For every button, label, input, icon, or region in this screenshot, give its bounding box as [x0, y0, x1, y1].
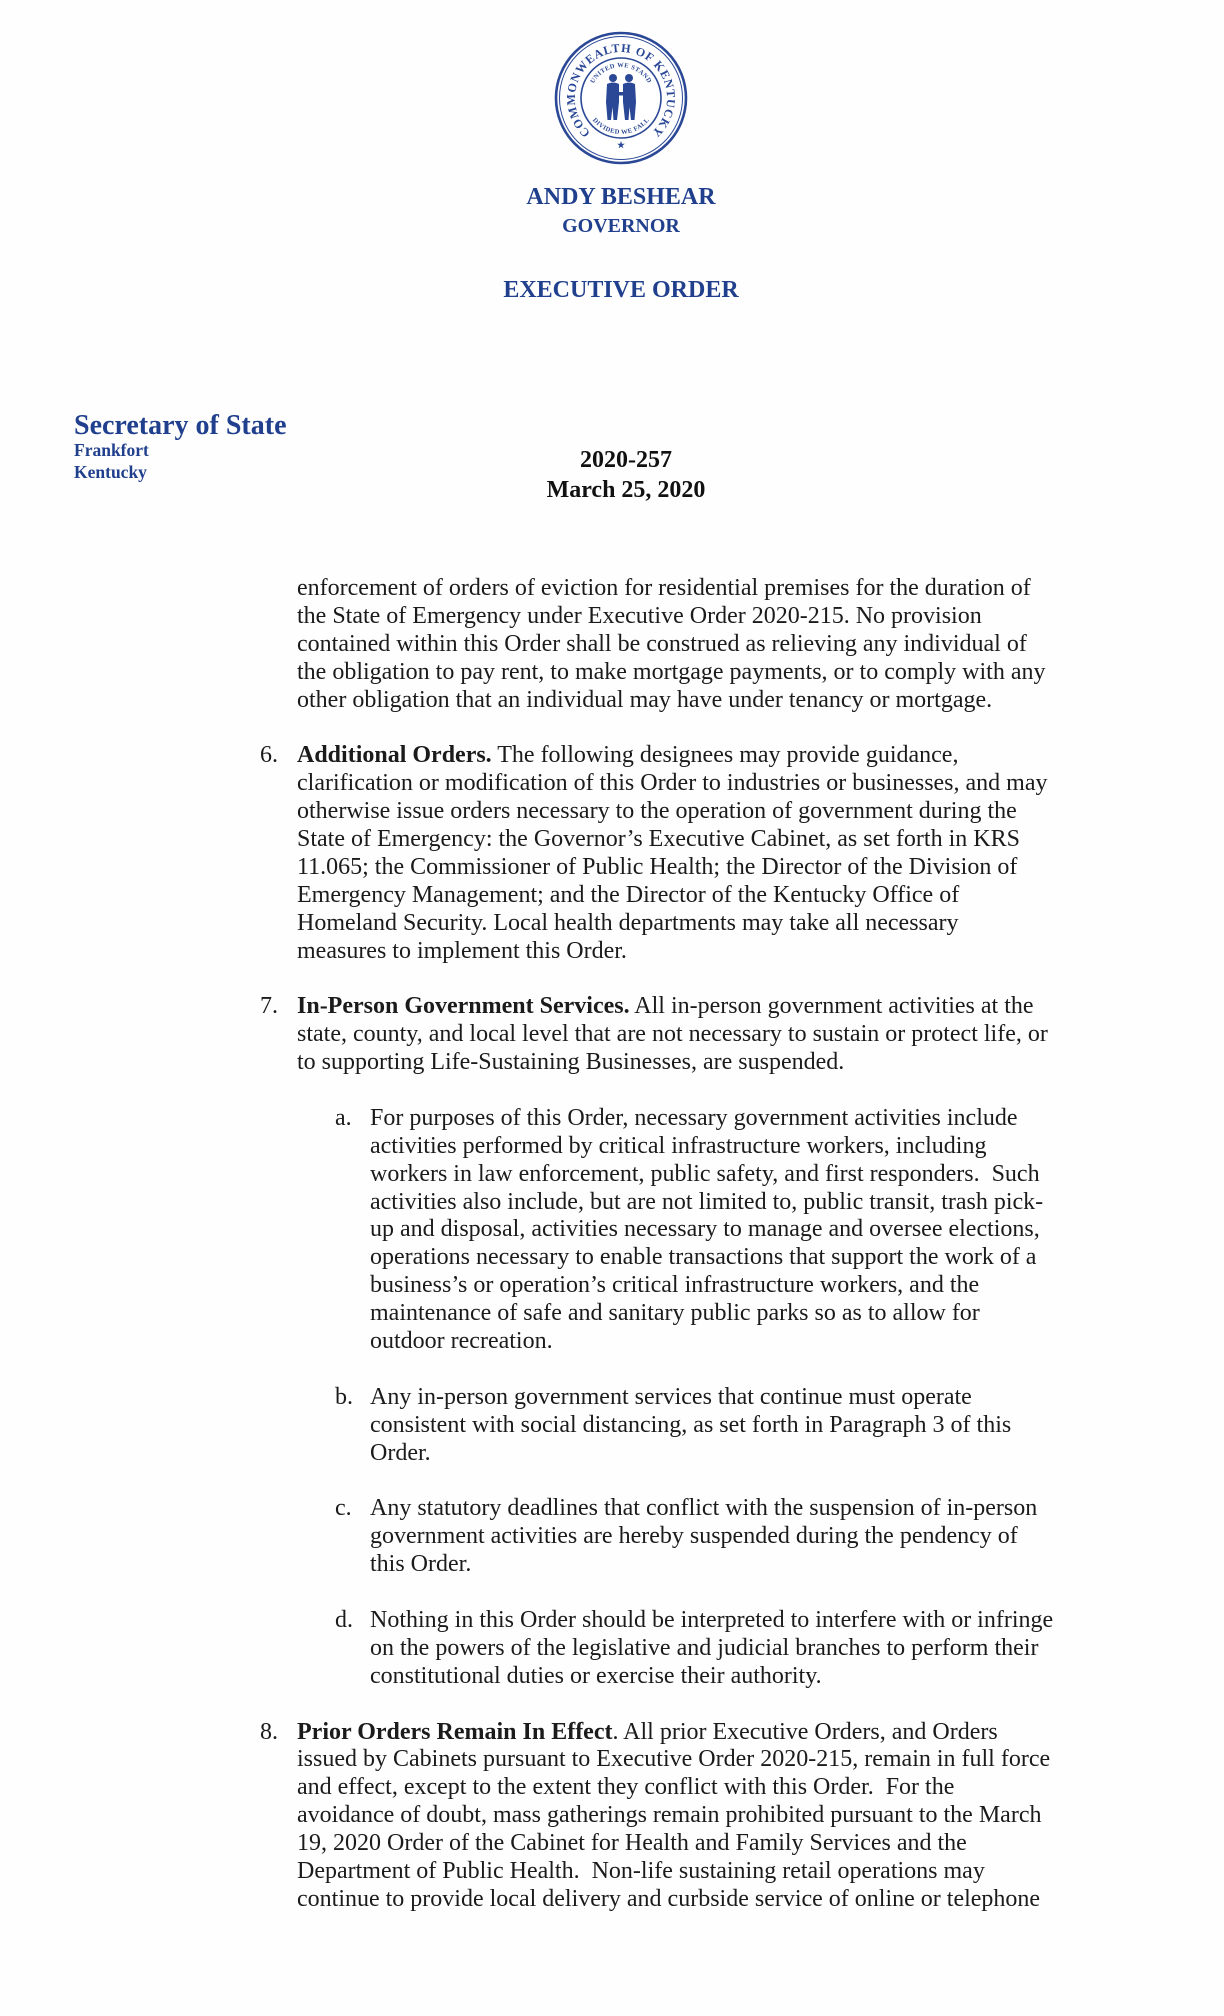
filing-stamp-office: Secretary of State [74, 410, 287, 441]
text-line: 11.065; the Commissioner of Public Health; the Director of the Division of [297, 853, 1018, 880]
text-line: government activities are hereby suspended during the pendency of [370, 1523, 1018, 1550]
section-number: 8. [260, 1718, 278, 1745]
section-number: 6. [260, 742, 278, 769]
text-line: state, county, and local level that are not necessary to sustain or protect life, or [297, 1021, 1048, 1048]
filing-stamp-city: Frankfort [74, 440, 149, 460]
text-line: operations necessary to enable transactions that support the work of a [370, 1244, 1037, 1271]
text-line: the State of Emergency under Executive Order 2020-215. No provision [297, 602, 982, 629]
seal-outer-text-path: COMMONWEALTH OF KENTUCKY [563, 40, 679, 141]
kentucky-seal [551, 28, 691, 168]
text-line: activities also include, but are not limited to, public transit, trash pick- [370, 1188, 1044, 1215]
governor-name: ANDY BESHEAR [526, 184, 716, 210]
text-line: up and disposal, activities necessary to manage and oversee elections, [370, 1216, 1040, 1243]
paragraph-lines [297, 742, 1224, 965]
subsection-7c [0, 1495, 1224, 1579]
text-line: Homeland Security. Local health departments may take all necessary [297, 909, 959, 936]
section-lead-text: The following designees may provide guidance, [491, 742, 959, 769]
section-heading: In-Person Government Services. [297, 993, 630, 1020]
text-line: enforcement of orders of eviction for residential premises for the duration of [297, 575, 1031, 601]
text-line: Any in-person government services that continue must operate [370, 1383, 972, 1410]
subsection-7a [0, 1105, 1224, 1356]
text-line: maintenance of safe and sanitary public parks so as to allow for [370, 1300, 980, 1327]
text-line [297, 1719, 1224, 1747]
text-line: 19, 2020 Order of the Cabinet for Health and Family Services and the [297, 1830, 967, 1857]
order-date: March 25, 2020 [546, 477, 706, 503]
text-line: workers in law enforcement, public safety, and first responders. Such [370, 1160, 1040, 1187]
section-number: 7. [260, 993, 278, 1020]
text-line [297, 993, 1224, 1021]
paragraph-lines [370, 1384, 1224, 1468]
paragraph-lines [370, 1105, 1224, 1356]
section-heading: Prior Orders Remain In Effect [297, 1718, 613, 1745]
text-line: avoidance of doubt, mass gatherings remain prohibited pursuant to the March [297, 1802, 1042, 1829]
text-line: to supporting Life-Sustaining Businesses, are suspended. [297, 1049, 845, 1076]
subsection-letter: b. [335, 1383, 353, 1410]
text-line: activities performed by critical infrastructure workers, including [370, 1132, 987, 1159]
text-line: this Order. [370, 1551, 472, 1578]
text-line: other obligation that an individual may have under tenancy or mortgage. [297, 686, 993, 713]
section-heading: Additional Orders. [297, 742, 492, 769]
text-line: Any statutory deadlines that conflict with the suspension of in-person [370, 1495, 1038, 1522]
subsection-letter: c. [335, 1495, 352, 1522]
text-line: business’s or operation’s critical infrastructure workers, and the [370, 1272, 980, 1299]
section-8-prior-orders [0, 1719, 1224, 1914]
section-7-in-person-government-services [0, 993, 1224, 1077]
text-line: contained within this Order shall be construed as relieving any individual of [297, 630, 1027, 657]
subsection-7d [0, 1607, 1224, 1691]
text-line: Order. [370, 1439, 431, 1466]
text-line: issued by Cabinets pursuant to Executive Order 2020-215, remain in full force [297, 1746, 1051, 1773]
text-line: outdoor recreation. [370, 1328, 553, 1355]
order-number: 2020-257 [580, 447, 672, 473]
section-lead-text: . All prior Executive Orders, and Orders [612, 1718, 998, 1745]
section-lead-text: All in-person government activities at the [629, 993, 1034, 1020]
paragraph-lines [297, 1719, 1224, 1914]
text-line [297, 742, 1224, 770]
text-line: measures to implement this Order. [297, 937, 627, 964]
paragraph-lines [297, 993, 1224, 1077]
seal-motto-bottom-path: DIVIDED WE FALL [591, 116, 651, 137]
text-line: Emergency Management; and the Director of the Kentucky Office of [297, 881, 960, 908]
seal-motto-top-path: UNITED WE STAND [589, 62, 653, 85]
subsection-letter: d. [335, 1606, 353, 1633]
text-line: State of Emergency: the Governor’s Executive Cabinet, as set forth in KRS [297, 826, 1020, 853]
order-body [0, 575, 1224, 1942]
filing-stamp-state: Kentucky [74, 462, 147, 482]
text-line: on the powers of the legislative and judicial branches to perform their [370, 1634, 1039, 1661]
text-line: otherwise issue orders necessary to the operation of government during the [297, 798, 1017, 825]
text-line: clarification or modification of this Order to industries or businesses, and may [297, 770, 1048, 797]
text-line: constitutional duties or exercise their authority. [370, 1662, 822, 1689]
text-line: consistent with social distancing, as set forth in Paragraph 3 of this [370, 1411, 1012, 1438]
document-type: EXECUTIVE ORDER [503, 277, 739, 303]
text-line: the obligation to pay rent, to make mortgage payments, or to comply with any [297, 658, 1046, 685]
continued-paragraph [0, 575, 1224, 714]
section-6-additional-orders [0, 742, 1224, 965]
paragraph-lines [370, 1495, 1224, 1579]
text-line: For purposes of this Order, necessary government activities include [370, 1104, 1018, 1131]
text-line: Nothing in this Order should be interpreted to interfere with or infringe [370, 1606, 1054, 1633]
text-line: continue to provide local delivery and curbside service of online or telephone [297, 1885, 1041, 1912]
subsection-letter: a. [335, 1104, 352, 1131]
paragraph-lines [370, 1607, 1224, 1691]
paragraph-lines [297, 575, 1224, 714]
text-line: and effect, except to the extent they conflict with this Order. For the [297, 1774, 955, 1801]
subsection-7b [0, 1384, 1224, 1468]
governor-title: GOVERNOR [562, 215, 680, 237]
text-line: Department of Public Health. Non-life sustaining retail operations may [297, 1857, 985, 1884]
